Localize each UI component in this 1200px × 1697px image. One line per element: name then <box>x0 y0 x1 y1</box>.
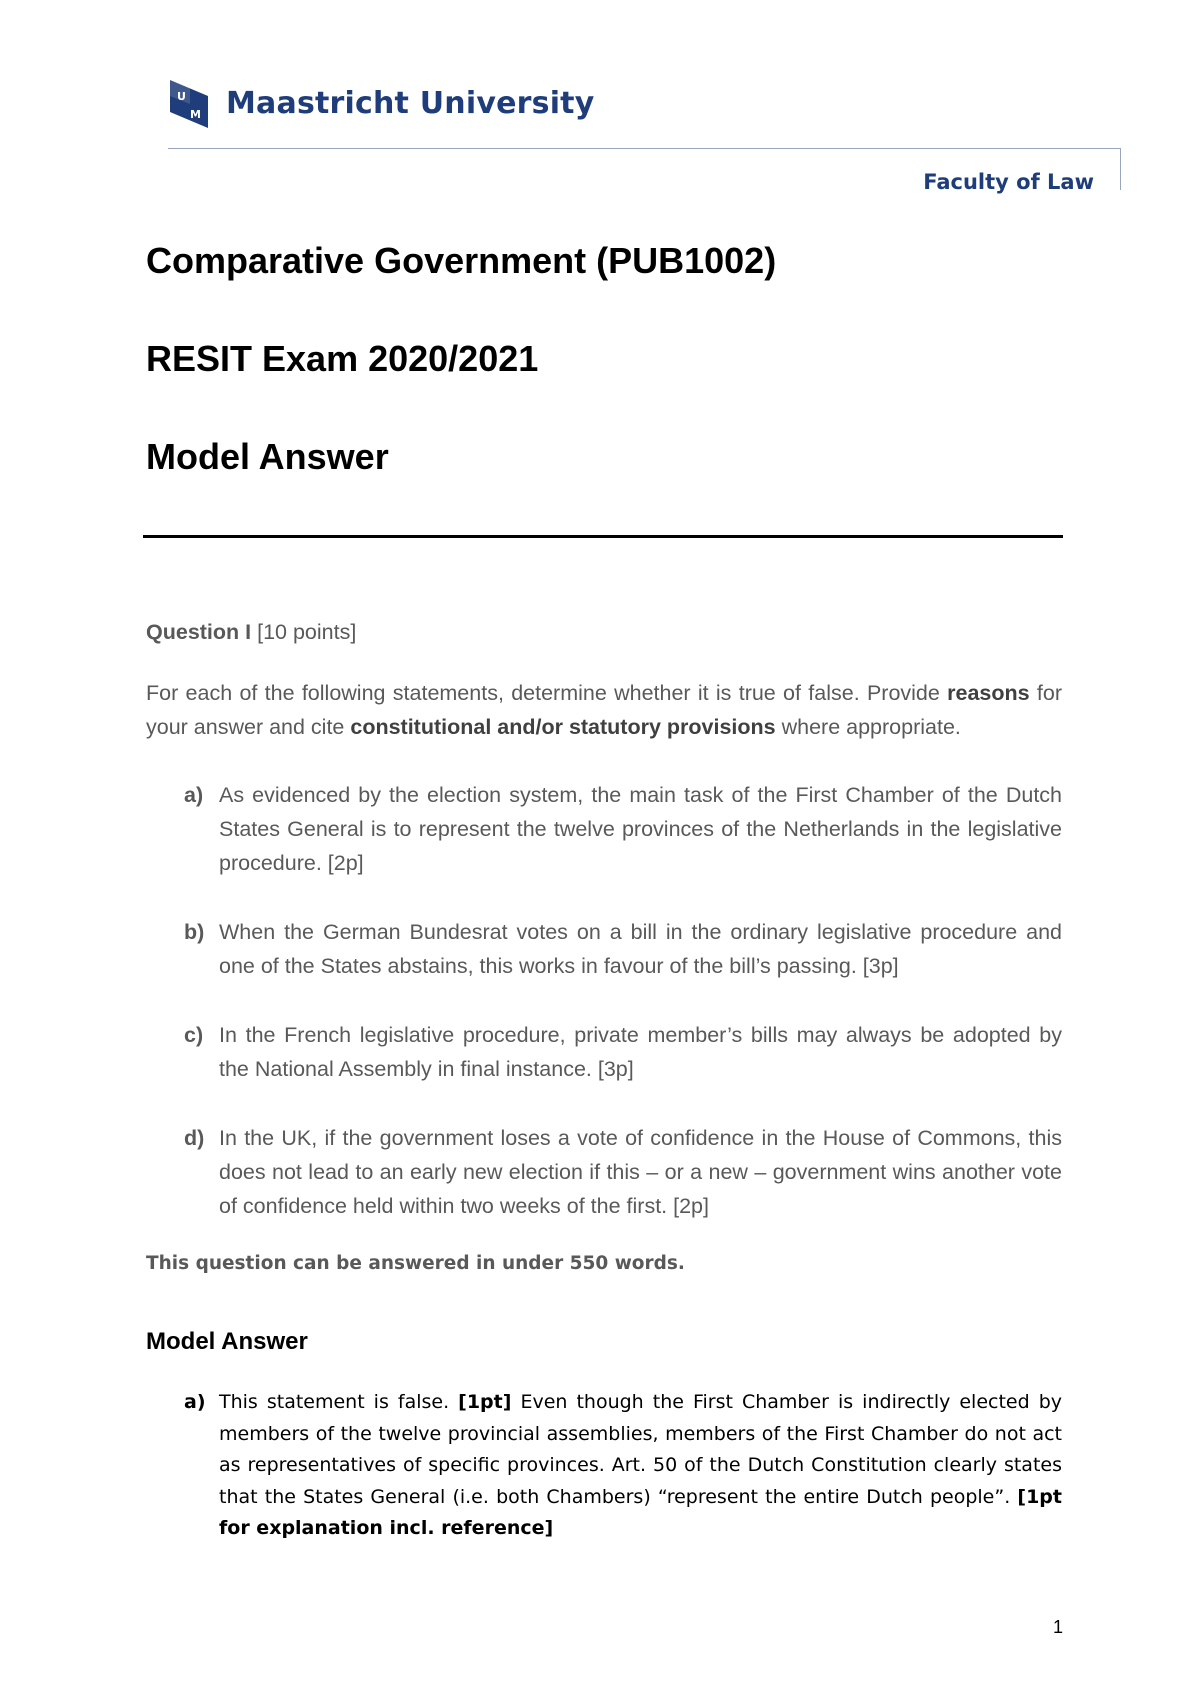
instructions-text: for your answer and cite <box>146 681 1062 739</box>
svg-text:U: U <box>177 90 186 103</box>
course-title: Comparative Government (PUB1002) <box>146 240 777 281</box>
header-divider-tick <box>1120 148 1121 190</box>
answer-score-marker: [1pt for explanation incl. reference] <box>219 1485 1062 1539</box>
page-number: 1 <box>1053 1617 1064 1637</box>
statement-label: a) <box>184 783 204 807</box>
statement-text: In the UK, if the government loses a vote of confidence in the House of Commons, this does not lead to an early new election if this – or a new – government wins another vote of confidence held within two weeks of the first. [2p] <box>219 1126 1062 1218</box>
question-number: Question I <box>146 620 252 644</box>
statement-item <box>146 915 1062 983</box>
faculty-name: Faculty of Law <box>923 170 1094 194</box>
model-answer-item <box>146 1387 1062 1545</box>
answer-text: Even though the First Chamber is indirectly elected by members of the twelve provincial assemblies, members of the First Chamber do not act as representatives of specific provinces. Art. 50 of the Dutch Constitution clearly states that the States General (i.e. both Chambers) “represent the entire Dutch people”. <box>219 1391 1062 1508</box>
statement-item <box>146 1121 1062 1223</box>
statement-label: d) <box>184 1126 205 1150</box>
word-limit-note: This question can be answered in under 550 words. <box>146 1253 685 1274</box>
question-heading <box>146 620 1062 645</box>
statement-text: In the French legislative procedure, private member’s bills may always be adopted by the National Assembly in final instance. [3p] <box>219 1023 1062 1081</box>
answer-score-marker: [1pt] <box>458 1391 512 1413</box>
statement-label: b) <box>184 920 205 944</box>
model-answer-heading: Model Answer <box>146 1328 308 1355</box>
university-name: Maastricht University <box>226 86 595 121</box>
title-divider <box>143 535 1063 538</box>
answer-text: This statement is false. <box>219 1391 459 1413</box>
statement-item <box>146 1018 1062 1086</box>
question-points: [10 points] <box>251 620 357 644</box>
answer-label: a) <box>184 1391 206 1413</box>
instructions-emphasis: reasons <box>947 681 1030 705</box>
statement-item <box>146 778 1062 880</box>
question-instructions <box>146 676 1062 744</box>
exam-title: RESIT Exam 2020/2021 <box>146 338 539 379</box>
header-divider <box>168 148 1120 149</box>
statement-text: As evidenced by the election system, the main task of the First Chamber of the Dutch States General is to represent the twelve provinces of the Netherlands in the legislative procedure. [2p] <box>219 783 1062 875</box>
maastricht-university-logo-icon <box>168 78 210 130</box>
statement-text: When the German Bundesrat votes on a bill in the ordinary legislative procedure and one of the States abstains, this works in favour of the bill’s passing. [3p] <box>219 920 1062 978</box>
document-kind-title: Model Answer <box>146 436 389 477</box>
instructions-emphasis: constitutional and/or statutory provisions <box>350 715 776 739</box>
svg-text:M: M <box>190 108 201 121</box>
statement-label: c) <box>184 1023 204 1047</box>
instructions-text: For each of the following statements, determine whether it is true of false. Provide <box>146 681 948 705</box>
instructions-text: where appropriate. <box>775 715 961 739</box>
